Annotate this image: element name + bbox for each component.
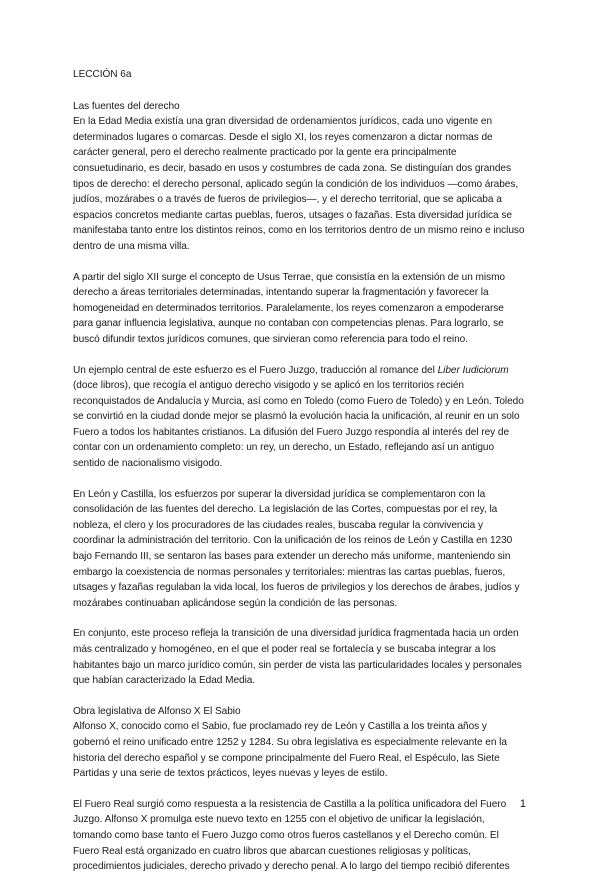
lesson-title: LECCIÓN 6a — [73, 69, 132, 80]
paragraph: A partir del siglo XII surge el concepto de Usus Terrae, que consistía en la extensión de un mismo derecho a áreas territoriales determinadas, intentando superar la fragmentación y favorecer la homogeneidad en determinados territorios. Paralelamente, los reyes comenzaron a empoderarse para ganar influencia legislativa, aunque no contaban con competencias plenas. Para lograrlo, se buscó difundir textos jurídicos comunes, que sirvieran como referencia para todo el reino. — [73, 271, 505, 345]
paragraph-text: Un ejemplo central de este esfuerzo es el Fuero Juzgo, traducción al romance del — [73, 364, 438, 376]
paragraph: En la Edad Media existía una gran diversidad de ordenamientos jurídicos, cada uno vigente en determinados lugares o comarcas. Desde el siglo XI, los reyes comenzaron a dictar normas de carácter general, pero el derecho realmente practicado por la gente era principalmente consuetudinario, es decir, basado en usos y costumbres de cada zona. Se distinguían dos grandes tipos de derecho: el derecho personal, aplicado según la condición de los individuos —como árabes, judíos, mozárabes o a través de fueros de privilegios—, y el derecho territorial, que se aplicaba a espacios concretos mediante cartas pueblas, fueros, utsages o fazañas. Esta diversidad jurídica se manifestaba tanto entre los distintos reinos, como en los territorios dentro de un mismo reino e incluso dentro de una misma villa. — [73, 116, 525, 252]
paragraph: En León y Castilla, los esfuerzos por superar la diversidad jurídica se complementaron con la consolidación de las fuentes del derecho. La legislación de las Cortes, compuestas por el rey, la nobleza, el clero y los procuradores de las ciudades reales, buscaba regular la convivencia y coordinar la administración del territorio. Con la unificación de los reinos de León y Castilla en 1230 bajo Fernando III, se sentaron las bases para extender un derecho más uniforme, manteniendo sin embargo la coexistencia de normas personales y territoriales: mientras las cartas pueblas, fueros, utsages y fazañas regulaban la vida local, los fueros de privilegios y los derechos de árabes, judíos y mozárabes continuaban aplicándose según la condición de las personas. — [73, 488, 520, 609]
page-number: 1 — [519, 798, 526, 810]
paragraph: En conjunto, este proceso refleja la transición de una diversidad jurídica fragmentada hacia un orden más centralizado y homogéneo, en el que el poder real se fortalecía y se buscaba integrar a los habitantes bajo un marco jurídico común, sin perder de vista las particularidades locales y personales que habían caracterizado la Edad Media. — [73, 628, 522, 687]
paragraph-text: (doce libros), que recogía el antiguo derecho visigodo y se aplicó en los territorios recién reconquistados de Andalucía y Murcia, así como en Toledo (como Fuero de Toledo) y en León. Toledo se convirtió en la ciudad donde mejor se plasmó la evolución hacia la unificación, al reunir en un solo Fuero a todos los habitantes cristianos. La difusión del Fuero Juzgo respondía al interés del rey de contar con un ordenamiento completo: un rey, un derecho, un Estado, reflejando así un antiguo sentido de nacionalismo visigodo. — [73, 380, 524, 470]
section-heading-fuentes: Las fuentes del derecho — [73, 100, 180, 112]
section-heading-alfonso: Obra legislativa de Alfonso X El Sabio — [73, 705, 241, 717]
paragraph — [73, 363, 525, 472]
page-content — [73, 67, 525, 890]
paragraph: El Fuero Real surgió como respuesta a la resistencia de Castilla a la política unificadora del Fuero Juzgo. Alfonso X promulga este nuevo texto en 1255 con el objetivo de unificar la legislación, tomando como base tanto el Fuero Juzgo como otros fueros castellanos y el Derecho común. El Fuero Real está organizado en cuatro libros que abarcan cuestiones religiosas y políticas, procedimientos judiciales, derecho privado y derecho penal. A lo largo del tiempo recibió diferentes — [73, 798, 510, 873]
paragraph: Alfonso X, conocido como el Sabio, fue proclamado rey de León y Castilla a los treinta años y gobernó el reino unificado entre 1252 y 1284. Su obra legislativa es especialmente relevante en la historia del derecho español y se compone principalmente del Fuero Real, el Espéculo, las Siete Partidas y una serie de textos prácticos, leyes nuevas y leyes de estilo. — [73, 721, 507, 780]
italic-title: Liber Iudiciorum — [437, 364, 509, 376]
